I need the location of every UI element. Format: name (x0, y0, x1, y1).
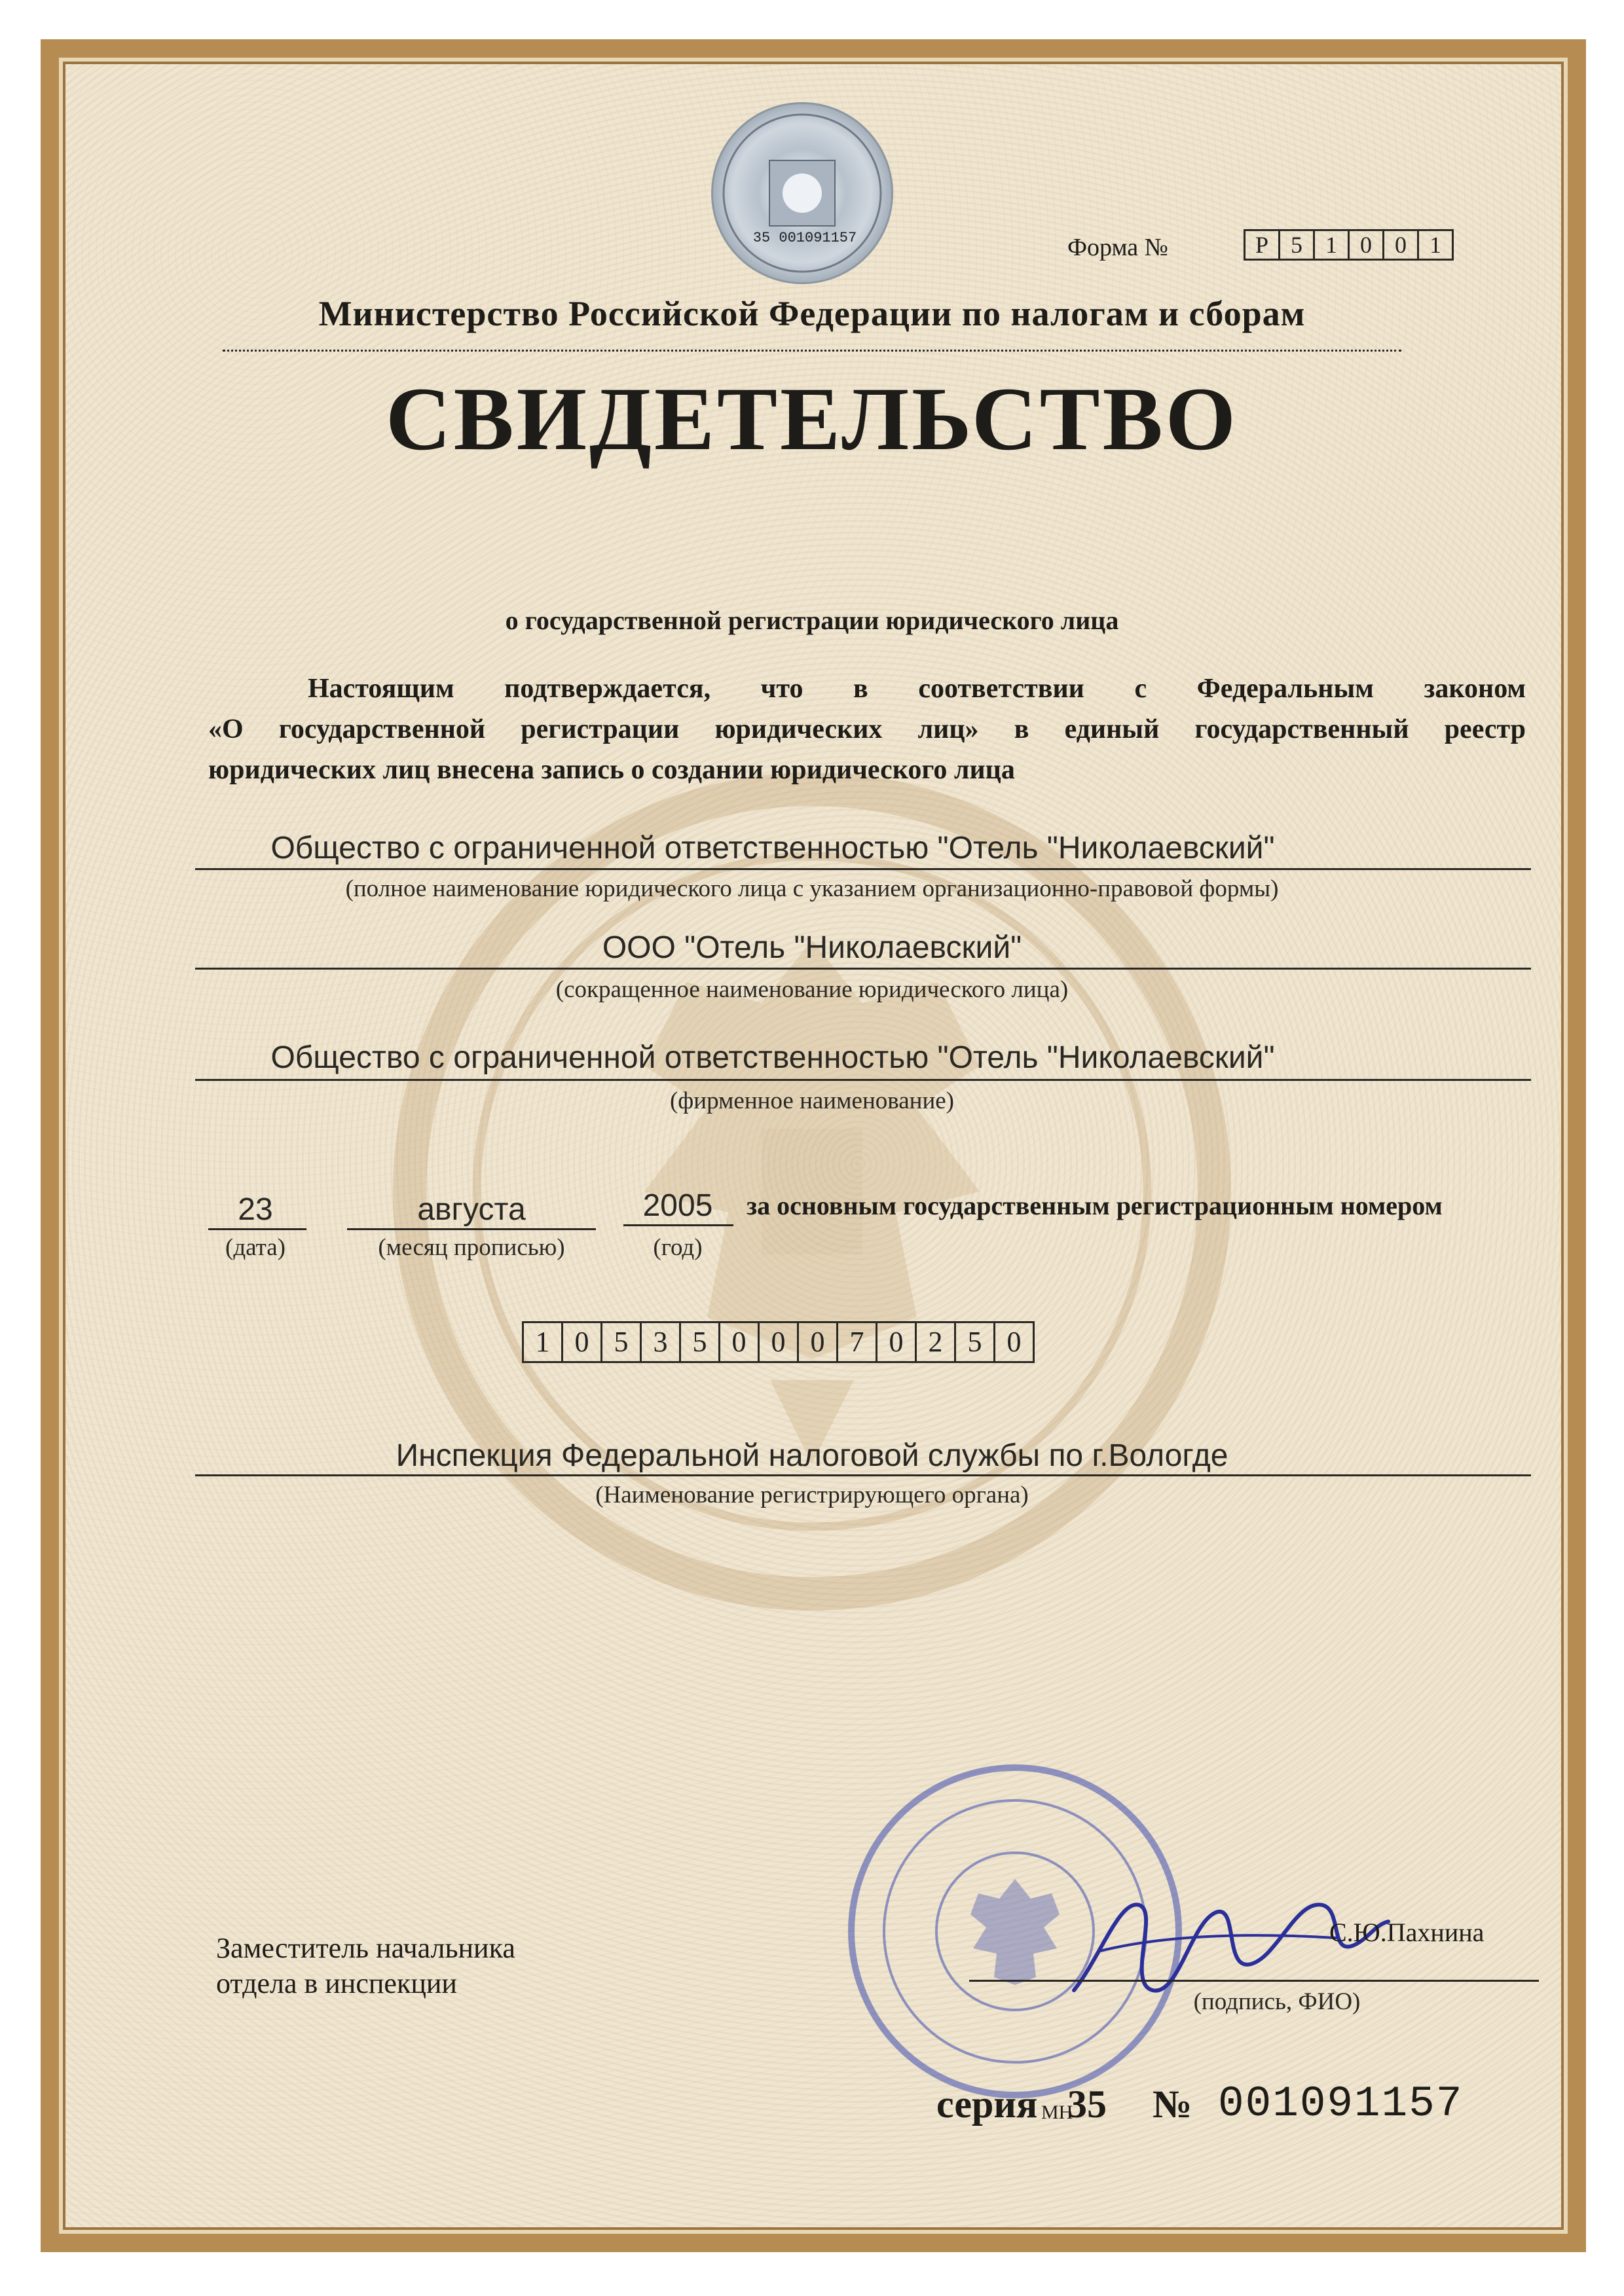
date-year-caption: (год) (653, 1234, 703, 1261)
date-year-value: 2005 (642, 1188, 713, 1223)
series-label: серия (936, 2083, 1038, 2126)
date-year-line (623, 1224, 733, 1226)
hologram-seal (711, 102, 893, 284)
date-day-line (208, 1228, 306, 1230)
ogrn-digit: 5 (600, 1321, 642, 1363)
ministry-name: Министерство Российской Федерации по налогам и сборам (318, 294, 1306, 333)
ogrn-number-boxes (524, 1321, 1035, 1363)
full-name-line (195, 868, 1531, 870)
ogrn-digit: 2 (915, 1321, 956, 1363)
series-number: 35 (1067, 2083, 1107, 2126)
short-name-caption: (сокращенное наименование юридического лица) (555, 976, 1069, 1003)
form-code-char: 1 (1313, 229, 1350, 261)
ogrn-digit: 1 (522, 1321, 563, 1363)
ogrn-digit: 3 (640, 1321, 681, 1363)
brand-name-line (195, 1079, 1531, 1081)
authority-caption: (Наименование регистрирующего органа) (595, 1482, 1029, 1508)
number-sign: № (1153, 2083, 1192, 2126)
authority-line (195, 1474, 1531, 1476)
date-day-caption: (дата) (225, 1234, 286, 1261)
short-name-line (195, 968, 1531, 970)
signer-position-line-2: отдела в инспекции (216, 1967, 457, 1999)
document-subtitle: о государственной регистрации юридического лица (505, 606, 1119, 635)
form-label: Форма № (1067, 234, 1168, 261)
ogrn-digit: 0 (758, 1321, 799, 1363)
ogrn-digit: 0 (561, 1321, 602, 1363)
ogrn-digit: 0 (993, 1321, 1035, 1363)
certificate-number: 001091157 (1218, 2079, 1464, 2128)
signature-caption: (подпись, ФИО) (1193, 1988, 1361, 2015)
ogrn-digit: 0 (797, 1321, 838, 1363)
document-title: СВИДЕТЕЛЬСТВО (385, 369, 1239, 469)
statement-line-3: юридических лиц внесена запись о создании юридического лица (208, 755, 1015, 785)
signer-position-line-1: Заместитель начальника (216, 1932, 515, 1964)
date-month-caption: (месяц прописью) (378, 1234, 565, 1261)
full-name-value: Общество с ограниченной ответственностью "Отель "Николаевский" (270, 831, 1275, 866)
brand-name-value: Общество с ограниченной ответственностью "Отель "Николаевский" (270, 1040, 1275, 1075)
ogrn-digit: 5 (679, 1321, 720, 1363)
form-code-boxes (1246, 229, 1454, 261)
statement-line-2: «О государственной регистрации юридических лиц» в единый государственный реестр (208, 714, 1526, 744)
ogrn-digit: 5 (954, 1321, 995, 1363)
ogrn-intro-text: за основным государственным регистрационным номером (747, 1191, 1443, 1220)
full-name-caption: (полное наименование юридического лица с указанием организационно-правовой формы) (345, 875, 1279, 902)
signer-name: С.Ю.Пахнина (1329, 1918, 1485, 1947)
authority-value: Инспекция Федеральной налоговой службы по г.Вологде (396, 1438, 1228, 1473)
form-code-char: 0 (1348, 229, 1384, 261)
date-month-value: августа (417, 1192, 526, 1227)
form-code-char: Р (1244, 229, 1280, 261)
ministry-underline (223, 350, 1401, 352)
ogrn-digit: 7 (836, 1321, 877, 1363)
ogrn-digit: 0 (718, 1321, 760, 1363)
form-code-char: 5 (1278, 229, 1315, 261)
ogrn-digit: 0 (876, 1321, 917, 1363)
signature-line (969, 1980, 1539, 1982)
short-name-value: ООО "Отель "Николаевский" (602, 930, 1022, 965)
date-month-line (347, 1228, 596, 1230)
statement-line-1: Настоящим подтверждается, что в соответствии с Федеральным законом (308, 674, 1526, 704)
hologram-serial: 35 001091157 (752, 230, 857, 246)
printer-mark: МН (1041, 2102, 1073, 2123)
form-code-char: 1 (1417, 229, 1454, 261)
brand-name-caption: (фирменное наименование) (669, 1087, 954, 1114)
date-day-value: 23 (238, 1192, 273, 1227)
form-code-char: 0 (1382, 229, 1419, 261)
